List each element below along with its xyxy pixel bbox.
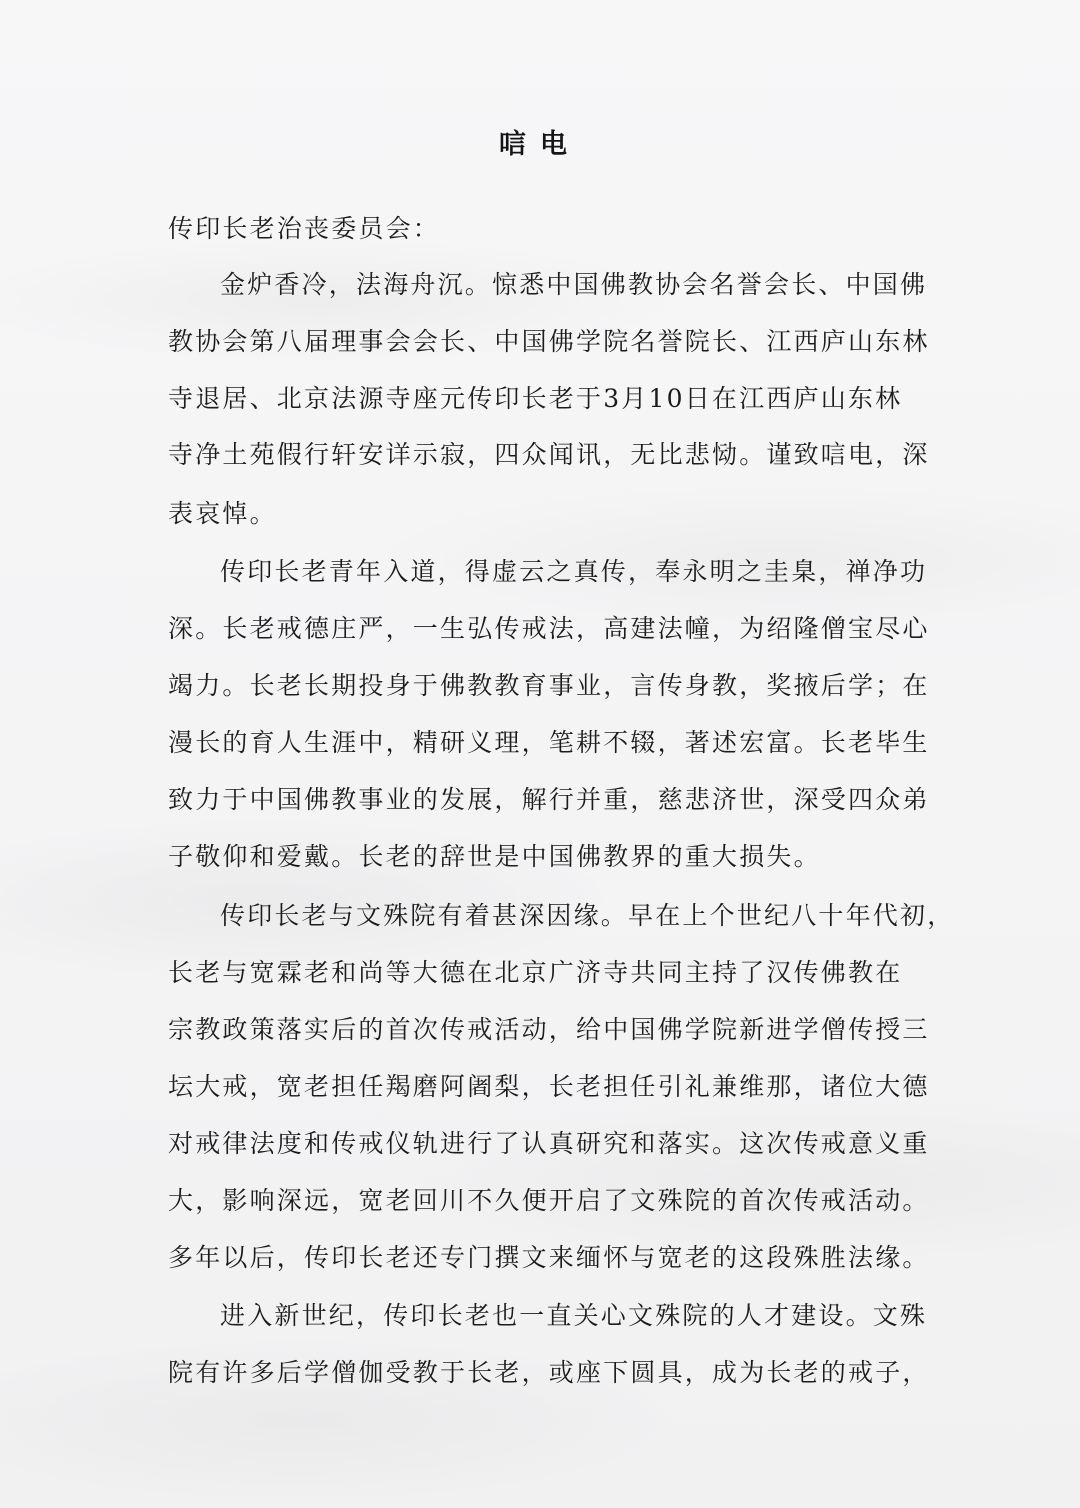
body-line: 致力于中国佛教事业的发展，解行并重，慈悲济世，深受四众弟 [168,785,930,814]
body-line: 长老与宽霖老和尚等大德在北京广济寺共同主持了汉传佛教在 [168,958,903,987]
body-line: 进入新世纪，传印长老也一直关心文殊院的人才建设。文殊 [220,1301,928,1330]
body-line: 传印长老青年入道，得虚云之真传，奉永明之圭臬，禅净功 [220,557,928,586]
body-line: 教协会第八届理事会会长、中国佛学院名誉院长、江西庐山东林 [168,327,930,356]
body-line: 坛大戒，宽老担任羯磨阿阇梨，长老担任引礼兼维那，诸位大德 [168,1072,930,1101]
body-line: 金炉香冷，法海舟沉。惊悉中国佛教协会名誉会长、中国佛 [220,270,928,299]
body-line: 大，影响深远，宽老回川不久便开启了文殊院的首次传戒活动。 [168,1186,930,1215]
body-line: 院有许多后学僧伽受教于长老，或座下圆具，成为长老的戒子， [168,1358,930,1387]
body-line: 宗教政策落实后的首次传戒活动，给中国佛学院新进学僧传授三 [168,1015,930,1044]
salutation: 传印长老治丧委员会： [168,214,441,243]
body-line: 深。长老戒德庄严，一生弘传戒法，高建法幢，为绍隆僧宝尽心 [168,614,930,643]
body-line: 对戒律法度和传戒仪轨进行了认真研究和落实。这次传戒意义重 [168,1129,930,1158]
body-line: 寺净土苑假行轩安详示寂，四众闻讯，无比悲恸。谨致唁电，深 [168,440,930,469]
letter-title: 唁电 [499,129,581,160]
body-line: 竭力。长老长期投身于佛教教育事业，言传身教，奖掖后学；在 [168,671,930,700]
body-line: 子敬仰和爱戴。长老的辞世是中国佛教界的重大损失。 [168,842,821,871]
body-line: 多年以后，传印长老还专门撰文来缅怀与宽老的这段殊胜法缘。 [168,1243,930,1272]
body-line: 漫长的育人生涯中，精研义理，笔耕不辍，著述宏富。长老毕生 [168,728,930,757]
body-line: 寺退居、北京法源寺座元传印长老于3月10日在江西庐山东林 [168,384,903,413]
body-line: 传印长老与文殊院有着甚深因缘。早在上个世纪八十年代初， [220,901,955,930]
body-line: 表哀悼。 [168,499,277,528]
